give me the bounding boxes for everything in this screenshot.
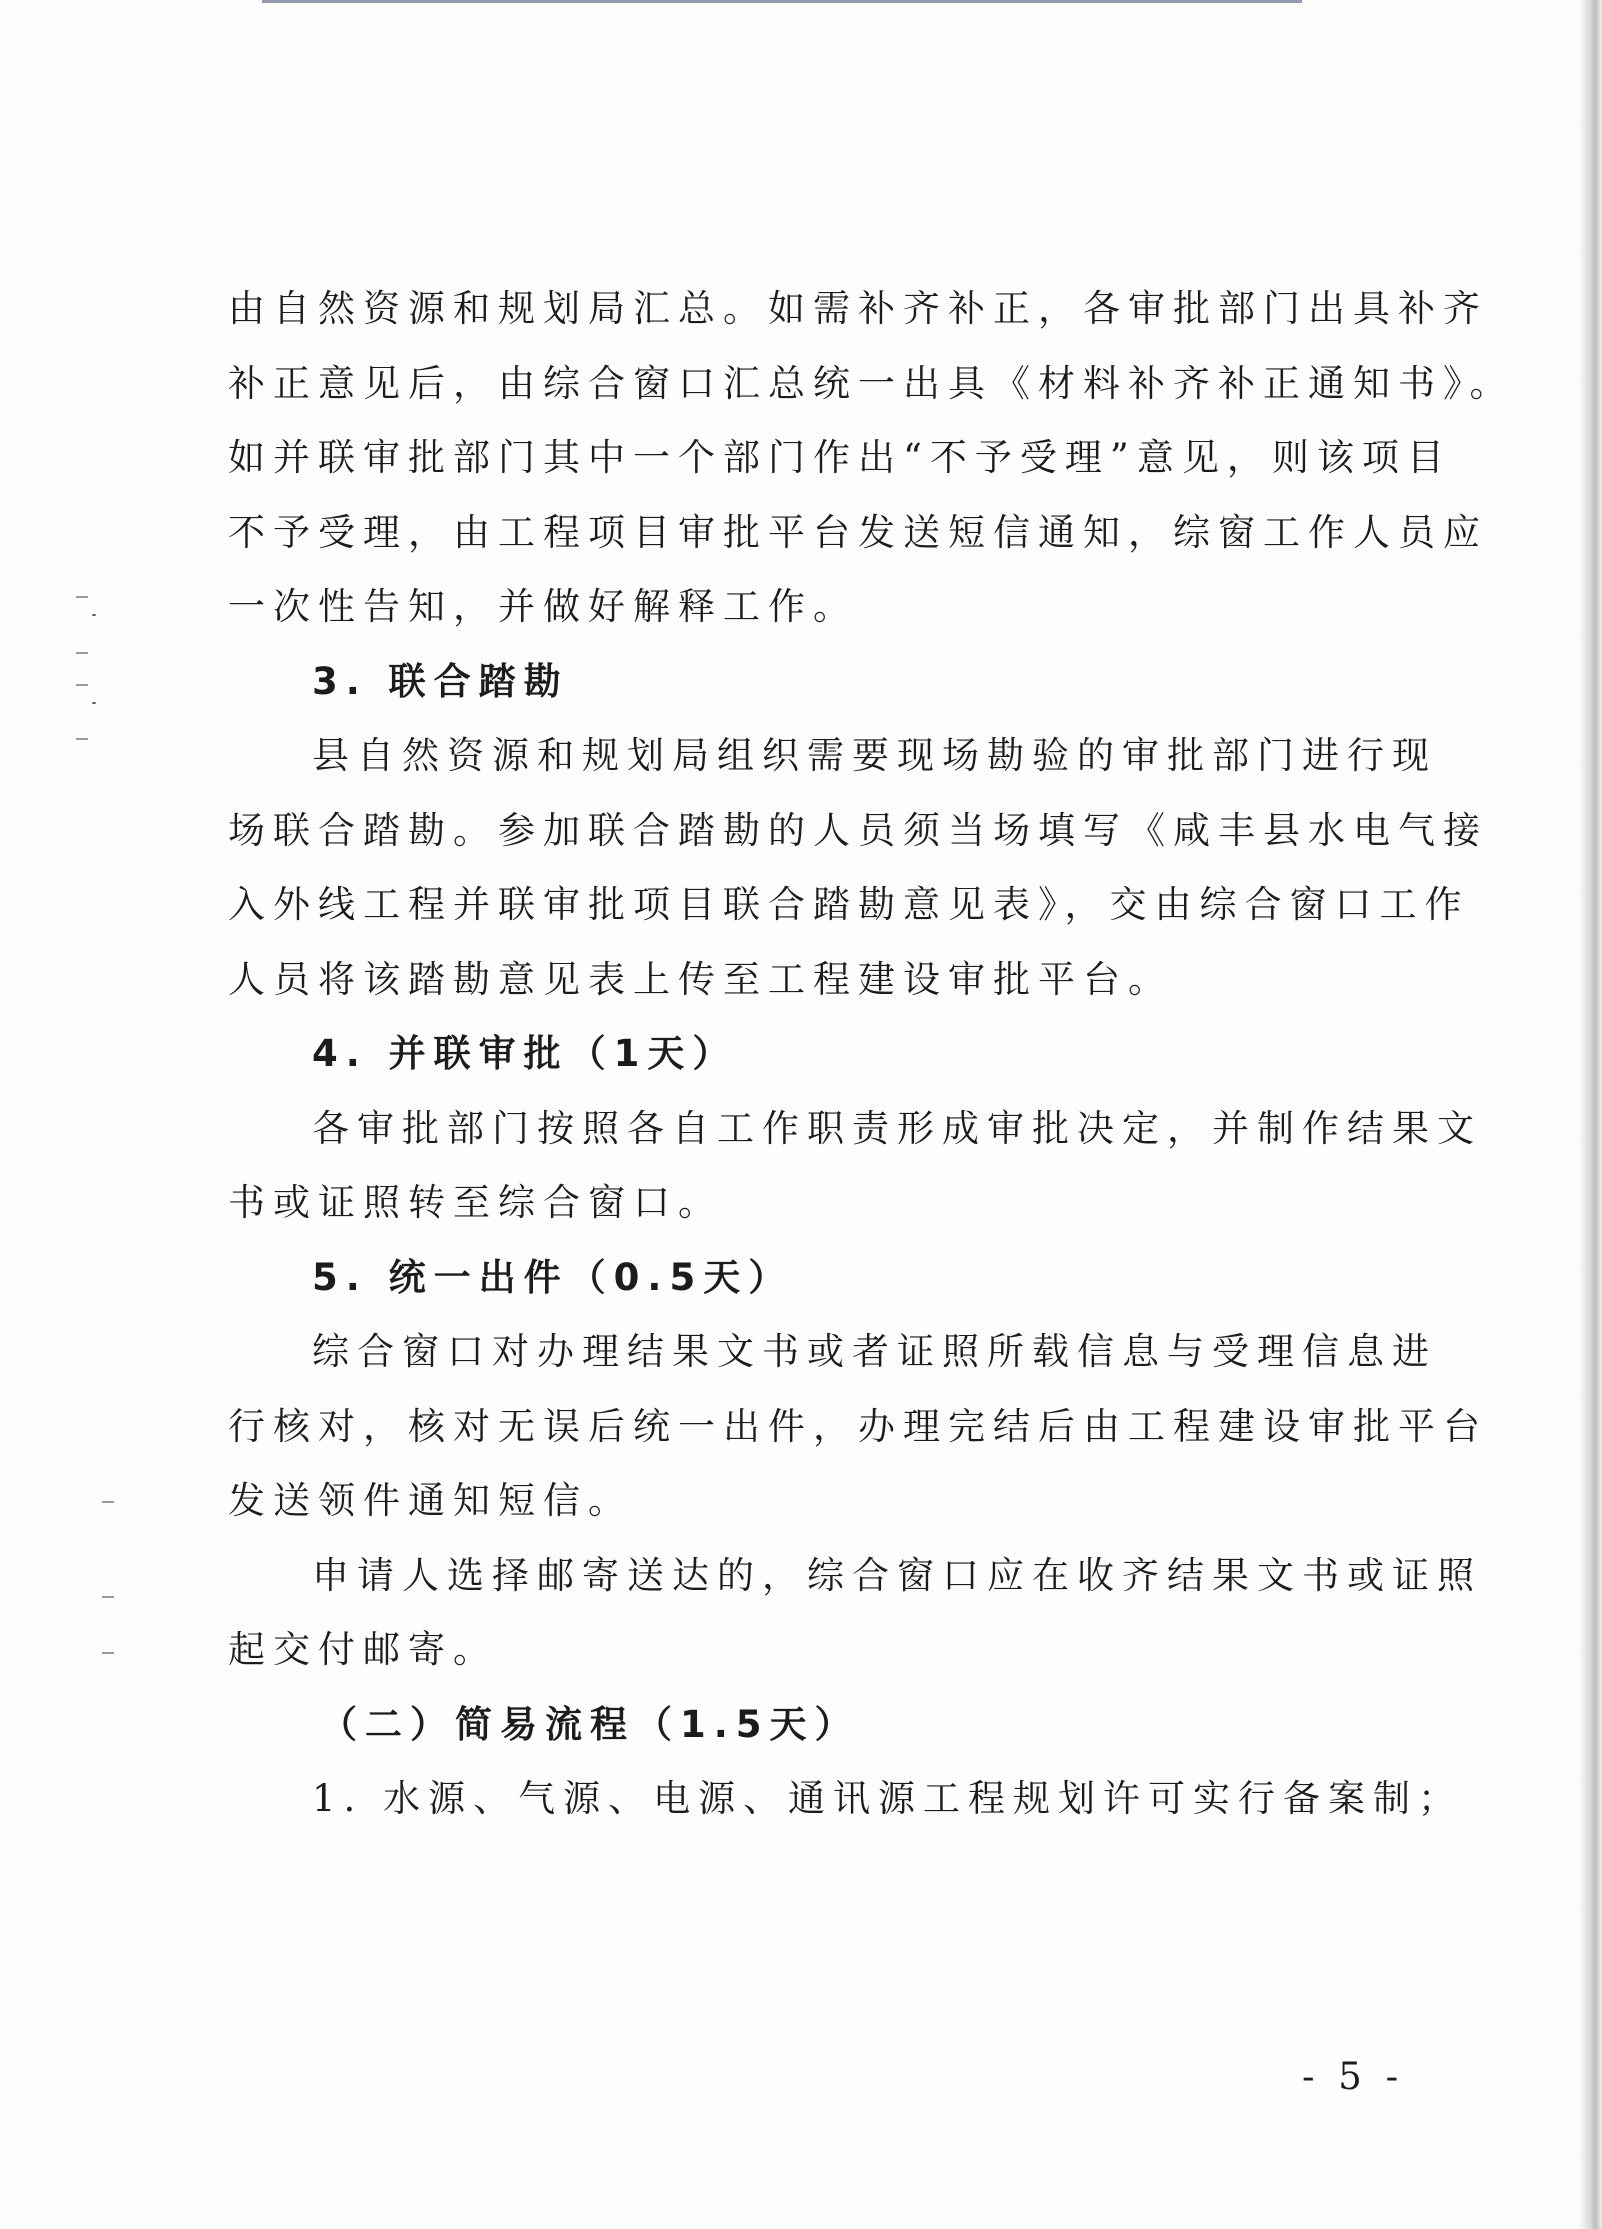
paragraph-line: 补正意见后，由综合窗口汇总统一出具《材料补齐补正通知书》。: [228, 361, 1515, 405]
paragraph-line: 1. 水源、气源、电源、通讯源工程规划许可实行备案制；: [312, 1777, 1464, 1820]
section-heading: 4. 并联审批（1天）: [312, 1032, 738, 1075]
scan-tick: [76, 738, 88, 740]
paragraph-line: 如并联审批部门其中一个部门作出“不予受理”意见，则该项目: [228, 436, 1452, 479]
section-heading: 3. 联合踏勘: [312, 659, 569, 703]
paragraph-line: 行核对，核对无误后统一出件，办理完结后由工程建设审批平台: [228, 1404, 1488, 1448]
scan-tick: [102, 1501, 114, 1503]
paragraph-line: 入外线工程并联审批项目联合踏勘意见表》，交由综合窗口工作: [228, 883, 1470, 926]
paragraph-line: 发送领件通知短信。: [228, 1479, 633, 1522]
paragraph-line: 场联合踏勘。参加联合踏勘的人员须当场填写《咸丰县水电气接: [228, 808, 1488, 852]
paragraph-line: 起交付邮寄。: [228, 1628, 498, 1671]
scan-tick: [76, 684, 88, 686]
scan-tick: [102, 1596, 114, 1598]
paragraph-line: 申请人选择邮寄送达的，综合窗口应在收齐结果文书或证照: [312, 1553, 1482, 1597]
paragraph-line: 综合窗口对办理结果文书或者证照所载信息与受理信息进: [312, 1330, 1437, 1373]
scan-top-rule: [262, 0, 1302, 3]
section-heading: 5. 统一出件（0.5天）: [312, 1255, 794, 1299]
paragraph-line: 各审批部门按照各自工作职责形成审批决定，并制作结果文: [312, 1106, 1482, 1150]
scan-speck: [92, 702, 96, 704]
paragraph-line: 书或证照转至综合窗口。: [228, 1181, 723, 1224]
paragraph-line: 由自然资源和规划局汇总。如需补齐补正，各审批部门出具补齐: [228, 287, 1488, 330]
paragraph-line: 一次性告知，并做好解释工作。: [228, 585, 858, 628]
paragraph-line: 不予受理，由工程项目审批平台发送短信通知，综窗工作人员应: [228, 510, 1488, 554]
scan-speck: [92, 614, 96, 616]
scan-tick: [76, 596, 88, 598]
scan-tick: [102, 1652, 114, 1654]
section-heading: （二）简易流程（1.5天）: [320, 1702, 860, 1746]
scan-tick: [76, 652, 88, 654]
scan-right-edge: [1580, 0, 1602, 2229]
paragraph-line: 人员将该踏勘意见表上传至工程建设审批平台。: [228, 957, 1173, 1001]
paragraph-line: 县自然资源和规划局组织需要现场勘验的审批部门进行现: [312, 734, 1437, 777]
body-text: [228, 272, 1515, 1837]
page-number: - 5 -: [1302, 2055, 1405, 2098]
